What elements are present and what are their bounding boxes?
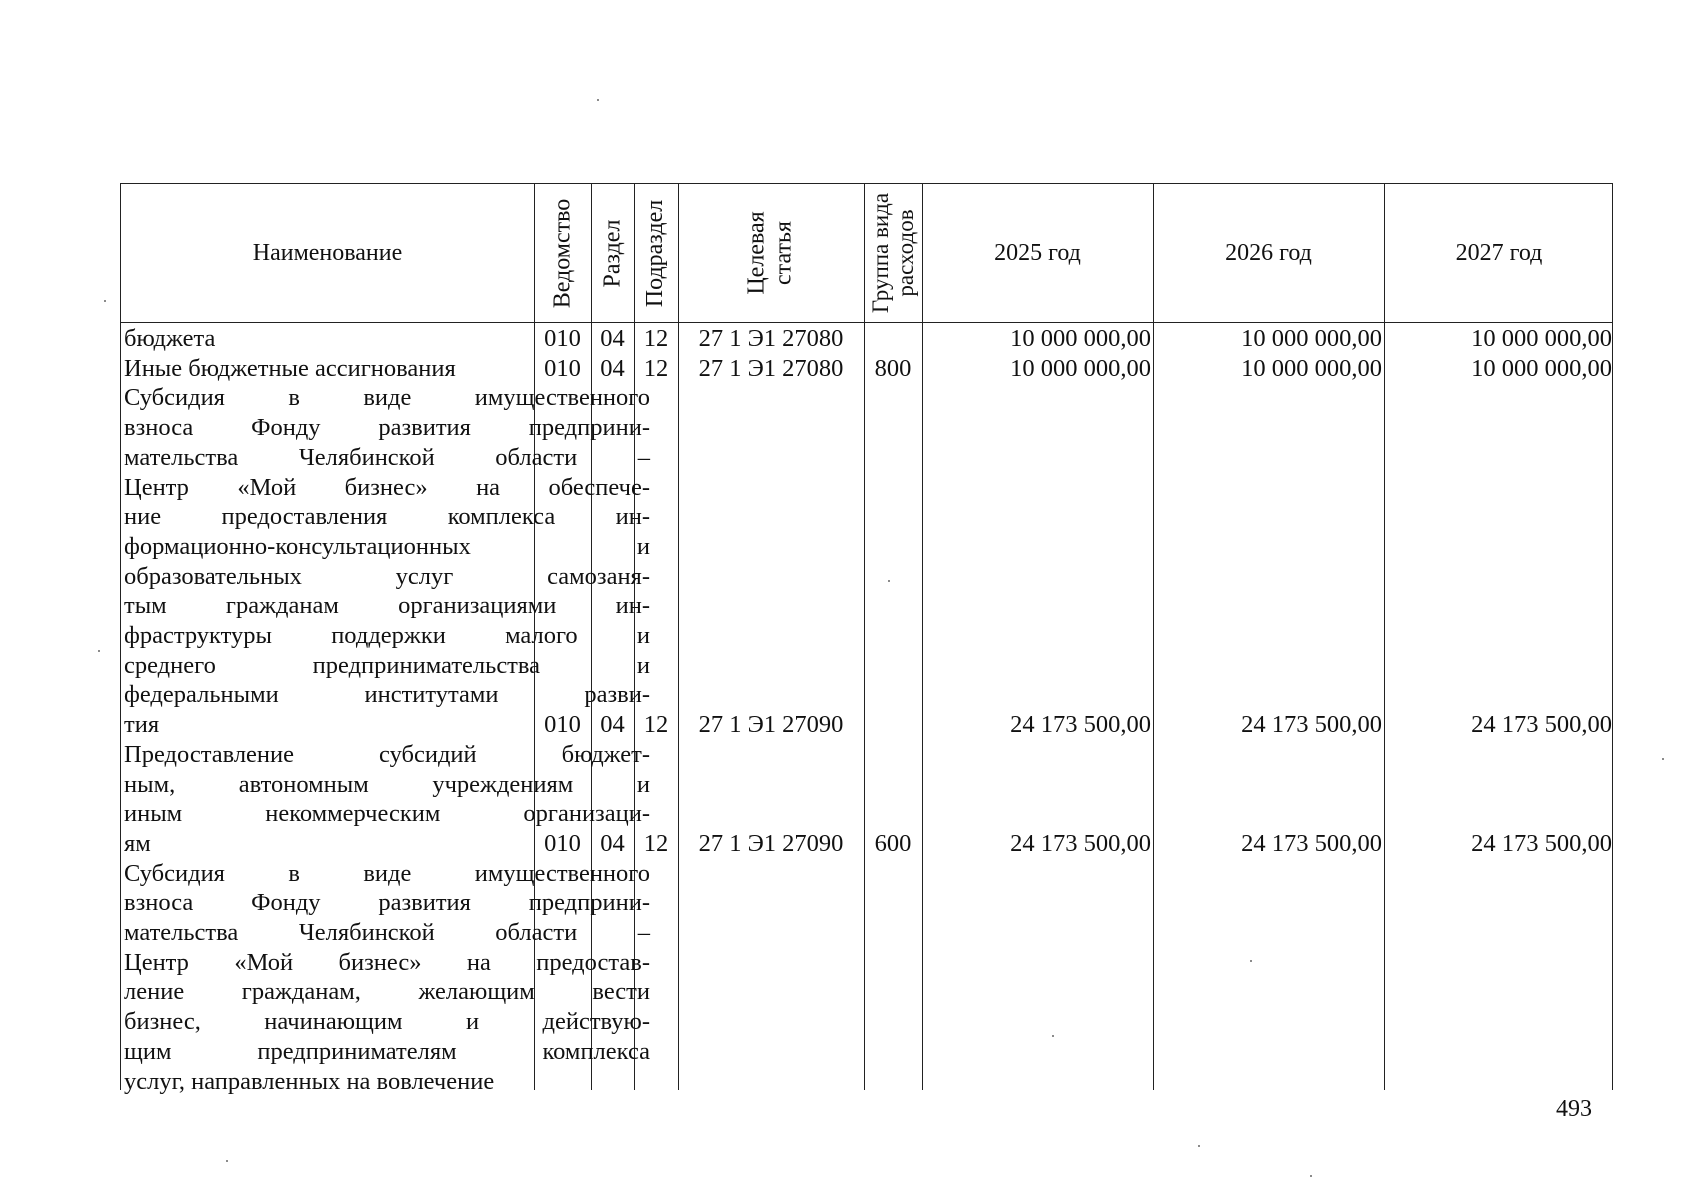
cell-2025: 10 000 000,00 (1010, 325, 1151, 352)
cell-section: 04 (600, 711, 625, 739)
row-name-line: среднего предпринимательства и (124, 651, 650, 679)
header-section: Раздел (599, 219, 626, 287)
cell-2027: 24 173 500,00 (1471, 829, 1612, 857)
scan-speck (1310, 1175, 1312, 1177)
row-name-line: взноса Фонду развития предприни- (124, 889, 650, 917)
row-name-line: ние предоставления комплекса ин- (124, 503, 650, 531)
cell-subsection: 12 (643, 829, 669, 857)
cell-subsection: 12 (643, 325, 669, 352)
scan-speck (597, 99, 599, 101)
cell-expense-group: 800 (874, 354, 912, 382)
cell-target-article: 27 1 Э1 27090 (698, 829, 844, 857)
scan-speck (226, 1160, 228, 1162)
row-name-line: Субсидия в виде имущественного (124, 384, 650, 412)
row-name-line: взноса Фонду развития предприни- (124, 414, 650, 442)
scan-speck (1198, 1145, 1200, 1147)
row-name-line: формационно-консультационных и (124, 532, 650, 560)
row-name-line: Центр «Мой бизнес» на предостав- (124, 948, 650, 976)
row-name-line: бюджета (124, 325, 216, 352)
row-name-line: тия (124, 711, 160, 739)
row-name-line: бизнес, начинающим и действую- (124, 1008, 650, 1036)
cell-2025: 10 000 000,00 (1010, 354, 1151, 382)
row-name-line: иным некоммерческим организаци- (124, 800, 650, 828)
header-2027: 2027 год (1455, 239, 1543, 266)
cell-2026: 24 173 500,00 (1241, 829, 1382, 857)
header-department: Ведомство (549, 198, 575, 308)
row-name-line: Центр «Мой бизнес» на обеспече- (124, 473, 650, 501)
cell-department: 010 (544, 325, 581, 352)
cell-2025: 24 173 500,00 (1010, 829, 1151, 857)
scan-speck (104, 300, 106, 302)
cell-section: 04 (600, 325, 625, 352)
cell-target-article: 27 1 Э1 27090 (698, 711, 844, 739)
row-name-line: мательства Челябинской области – (124, 919, 650, 946)
row-name-line: ным, автономным учреждениям и (124, 770, 650, 798)
cell-department: 010 (544, 711, 581, 739)
scan-speck (98, 650, 100, 652)
header-subsection: Подраздел (642, 199, 669, 307)
cell-2026: 10 000 000,00 (1241, 354, 1382, 382)
cell-department: 010 (544, 354, 581, 382)
cell-expense-group: 600 (874, 829, 912, 857)
row-name-line: ление гражданам, желающим вести (124, 978, 650, 1006)
row-name-line: щим предпринимателям комплекса (124, 1037, 650, 1065)
cell-2026: 24 173 500,00 (1241, 711, 1382, 739)
row-name-line: тым гражданам организациями ин- (124, 592, 650, 620)
header-divider (121, 322, 1612, 323)
cell-subsection: 12 (643, 354, 669, 382)
row-name-line: федеральными институтами разви- (124, 681, 650, 709)
row-name-line: образовательных услуг самозаня- (124, 562, 650, 590)
scan-speck (1250, 960, 1252, 962)
header-expense-group: Группа вида расходов (868, 192, 919, 314)
cell-2027: 10 000 000,00 (1471, 325, 1612, 352)
cell-2027: 24 173 500,00 (1471, 711, 1612, 739)
cell-2026: 10 000 000,00 (1241, 325, 1382, 352)
row-name-line: Иные бюджетные ассигнования (124, 354, 456, 382)
row-name-line: фраструктуры поддержки малого и (124, 622, 650, 649)
cell-department: 010 (544, 829, 581, 857)
header-2025: 2025 год (994, 239, 1081, 266)
cell-section: 04 (600, 354, 625, 382)
cell-2027: 10 000 000,00 (1471, 354, 1612, 382)
cell-target-article: 27 1 Э1 27080 (698, 325, 844, 352)
cell-subsection: 12 (643, 711, 669, 739)
row-name-line: Субсидия в виде имущественного (124, 859, 650, 887)
row-name-line: услуг, направленных на вовлечение (124, 1067, 495, 1095)
scan-speck (888, 580, 890, 582)
scan-speck (1052, 1035, 1054, 1037)
budget-table (120, 183, 1613, 1095)
row-name-line: Предоставление субсидий бюджет- (124, 740, 650, 768)
header-2026: 2026 год (1225, 239, 1312, 266)
header-name: Наименование (252, 239, 403, 266)
header-target-article: Целевая статья (743, 211, 797, 295)
row-name-line: ям (124, 829, 151, 857)
cell-2025: 24 173 500,00 (1010, 711, 1151, 739)
page-number: 493 (1556, 1096, 1592, 1122)
cell-target-article: 27 1 Э1 27080 (698, 354, 844, 382)
scan-speck (1662, 758, 1664, 760)
cell-section: 04 (600, 829, 625, 857)
row-name-line: мательства Челябинской области – (124, 443, 650, 471)
